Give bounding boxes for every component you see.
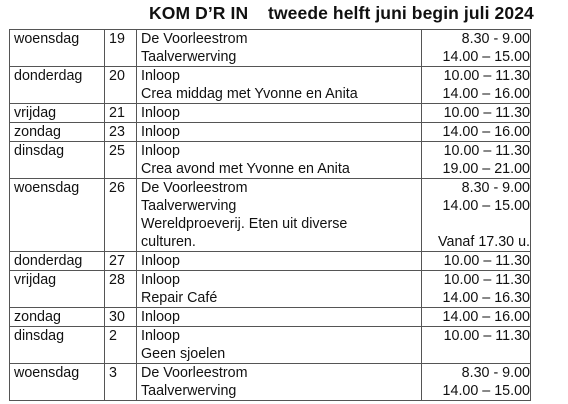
time-line: 14.00 – 15.00 (442, 383, 530, 399)
activity-line: Inloop (141, 253, 180, 269)
time-line: 14.00 – 16.00 (442, 309, 530, 325)
activity-line: Inloop (141, 68, 180, 84)
activity-cell (137, 364, 422, 401)
time-line: 10.00 – 11.30 (443, 253, 530, 269)
activity-line: De Voorleestrom (141, 31, 248, 47)
activity-cell (137, 123, 422, 142)
activity-cell (137, 30, 422, 67)
activity-line: Taalverwerving (141, 49, 237, 65)
activity-line: Taalverwerving (141, 198, 237, 214)
schedule-row (10, 123, 531, 142)
activity-cell (137, 271, 422, 308)
date-cell: 28 (105, 271, 137, 308)
activity-line: De Voorleestrom (141, 180, 248, 196)
page-title: KOM D’R IN tweede helft juni begin juli 2024 (149, 3, 534, 23)
schedule-body (10, 30, 531, 401)
activity-line: culturen. (141, 234, 196, 250)
activity-line: Taalverwerving (141, 383, 237, 399)
day-cell: woensdag (10, 30, 105, 67)
time-cell (422, 364, 531, 401)
activity-line: Crea avond met Yvonne en Anita (141, 161, 350, 177)
day-cell: dinsdag (10, 142, 105, 179)
time-line: 14.00 – 15.00 (442, 198, 530, 214)
activity-line: Inloop (141, 143, 180, 159)
schedule-table (9, 29, 531, 401)
activity-cell (137, 308, 422, 327)
date-cell: 19 (105, 30, 137, 67)
activity-cell (137, 252, 422, 271)
date-cell: 27 (105, 252, 137, 271)
schedule-row (10, 30, 531, 67)
day-cell: woensdag (10, 179, 105, 252)
time-line: 14.00 – 16.00 (442, 86, 530, 102)
day-cell: woensdag (10, 364, 105, 401)
day-cell: zondag (10, 123, 105, 142)
time-cell (422, 30, 531, 67)
schedule-row (10, 104, 531, 123)
day-cell: vrijdag (10, 104, 105, 123)
date-cell: 25 (105, 142, 137, 179)
time-line (426, 215, 530, 233)
day-cell: donderdag (10, 252, 105, 271)
time-line: 8.30 - 9.00 (461, 365, 530, 381)
time-line: 14.00 – 16.00 (442, 124, 530, 140)
time-cell (422, 104, 531, 123)
day-cell: donderdag (10, 67, 105, 104)
time-line: 10.00 – 11.30 (443, 328, 530, 344)
activity-line: Crea middag met Yvonne en Anita (141, 86, 358, 102)
time-cell (422, 308, 531, 327)
activity-cell (137, 179, 422, 252)
activity-line: Repair Café (141, 290, 218, 306)
activity-line: Inloop (141, 328, 180, 344)
time-cell (422, 271, 531, 308)
activity-cell (137, 104, 422, 123)
activity-line: Inloop (141, 309, 180, 325)
date-cell: 30 (105, 308, 137, 327)
date-cell: 21 (105, 104, 137, 123)
time-cell (422, 252, 531, 271)
date-cell: 20 (105, 67, 137, 104)
time-cell (422, 123, 531, 142)
activity-line: Inloop (141, 272, 180, 288)
time-line: 10.00 – 11.30 (443, 105, 530, 121)
time-line: 10.00 – 11.30 (443, 143, 530, 159)
date-cell: 2 (105, 327, 137, 364)
activity-line: Inloop (141, 124, 180, 140)
schedule-row (10, 67, 531, 104)
schedule-row (10, 308, 531, 327)
date-cell: 23 (105, 123, 137, 142)
time-line: 10.00 – 11.30 (443, 272, 530, 288)
activity-cell (137, 142, 422, 179)
day-cell: vrijdag (10, 271, 105, 308)
schedule-row (10, 271, 531, 308)
time-line: 8.30 - 9.00 (461, 31, 530, 47)
day-cell: dinsdag (10, 327, 105, 364)
activity-cell (137, 327, 422, 364)
date-cell: 26 (105, 179, 137, 252)
day-cell: zondag (10, 308, 105, 327)
time-cell (422, 142, 531, 179)
schedule-row (10, 179, 531, 252)
schedule-row (10, 364, 531, 401)
schedule-row (10, 252, 531, 271)
time-line: 14.00 – 16.30 (442, 290, 530, 306)
time-line: Vanaf 17.30 u. (438, 234, 530, 250)
schedule-row (10, 327, 531, 364)
activity-line: Wereldproeverij. Eten uit diverse (141, 216, 348, 232)
activity-line: De Voorleestrom (141, 365, 248, 381)
time-cell (422, 67, 531, 104)
time-line (426, 345, 530, 363)
time-line: 14.00 – 15.00 (442, 49, 530, 65)
date-cell: 3 (105, 364, 137, 401)
time-cell (422, 327, 531, 364)
time-cell (422, 179, 531, 252)
time-line: 8.30 - 9.00 (461, 180, 530, 196)
time-line: 10.00 – 11.30 (443, 68, 530, 84)
schedule-row (10, 142, 531, 179)
activity-line: Geen sjoelen (141, 346, 226, 362)
time-line: 19.00 – 21.00 (442, 161, 530, 177)
activity-cell (137, 67, 422, 104)
activity-line: Inloop (141, 105, 180, 121)
